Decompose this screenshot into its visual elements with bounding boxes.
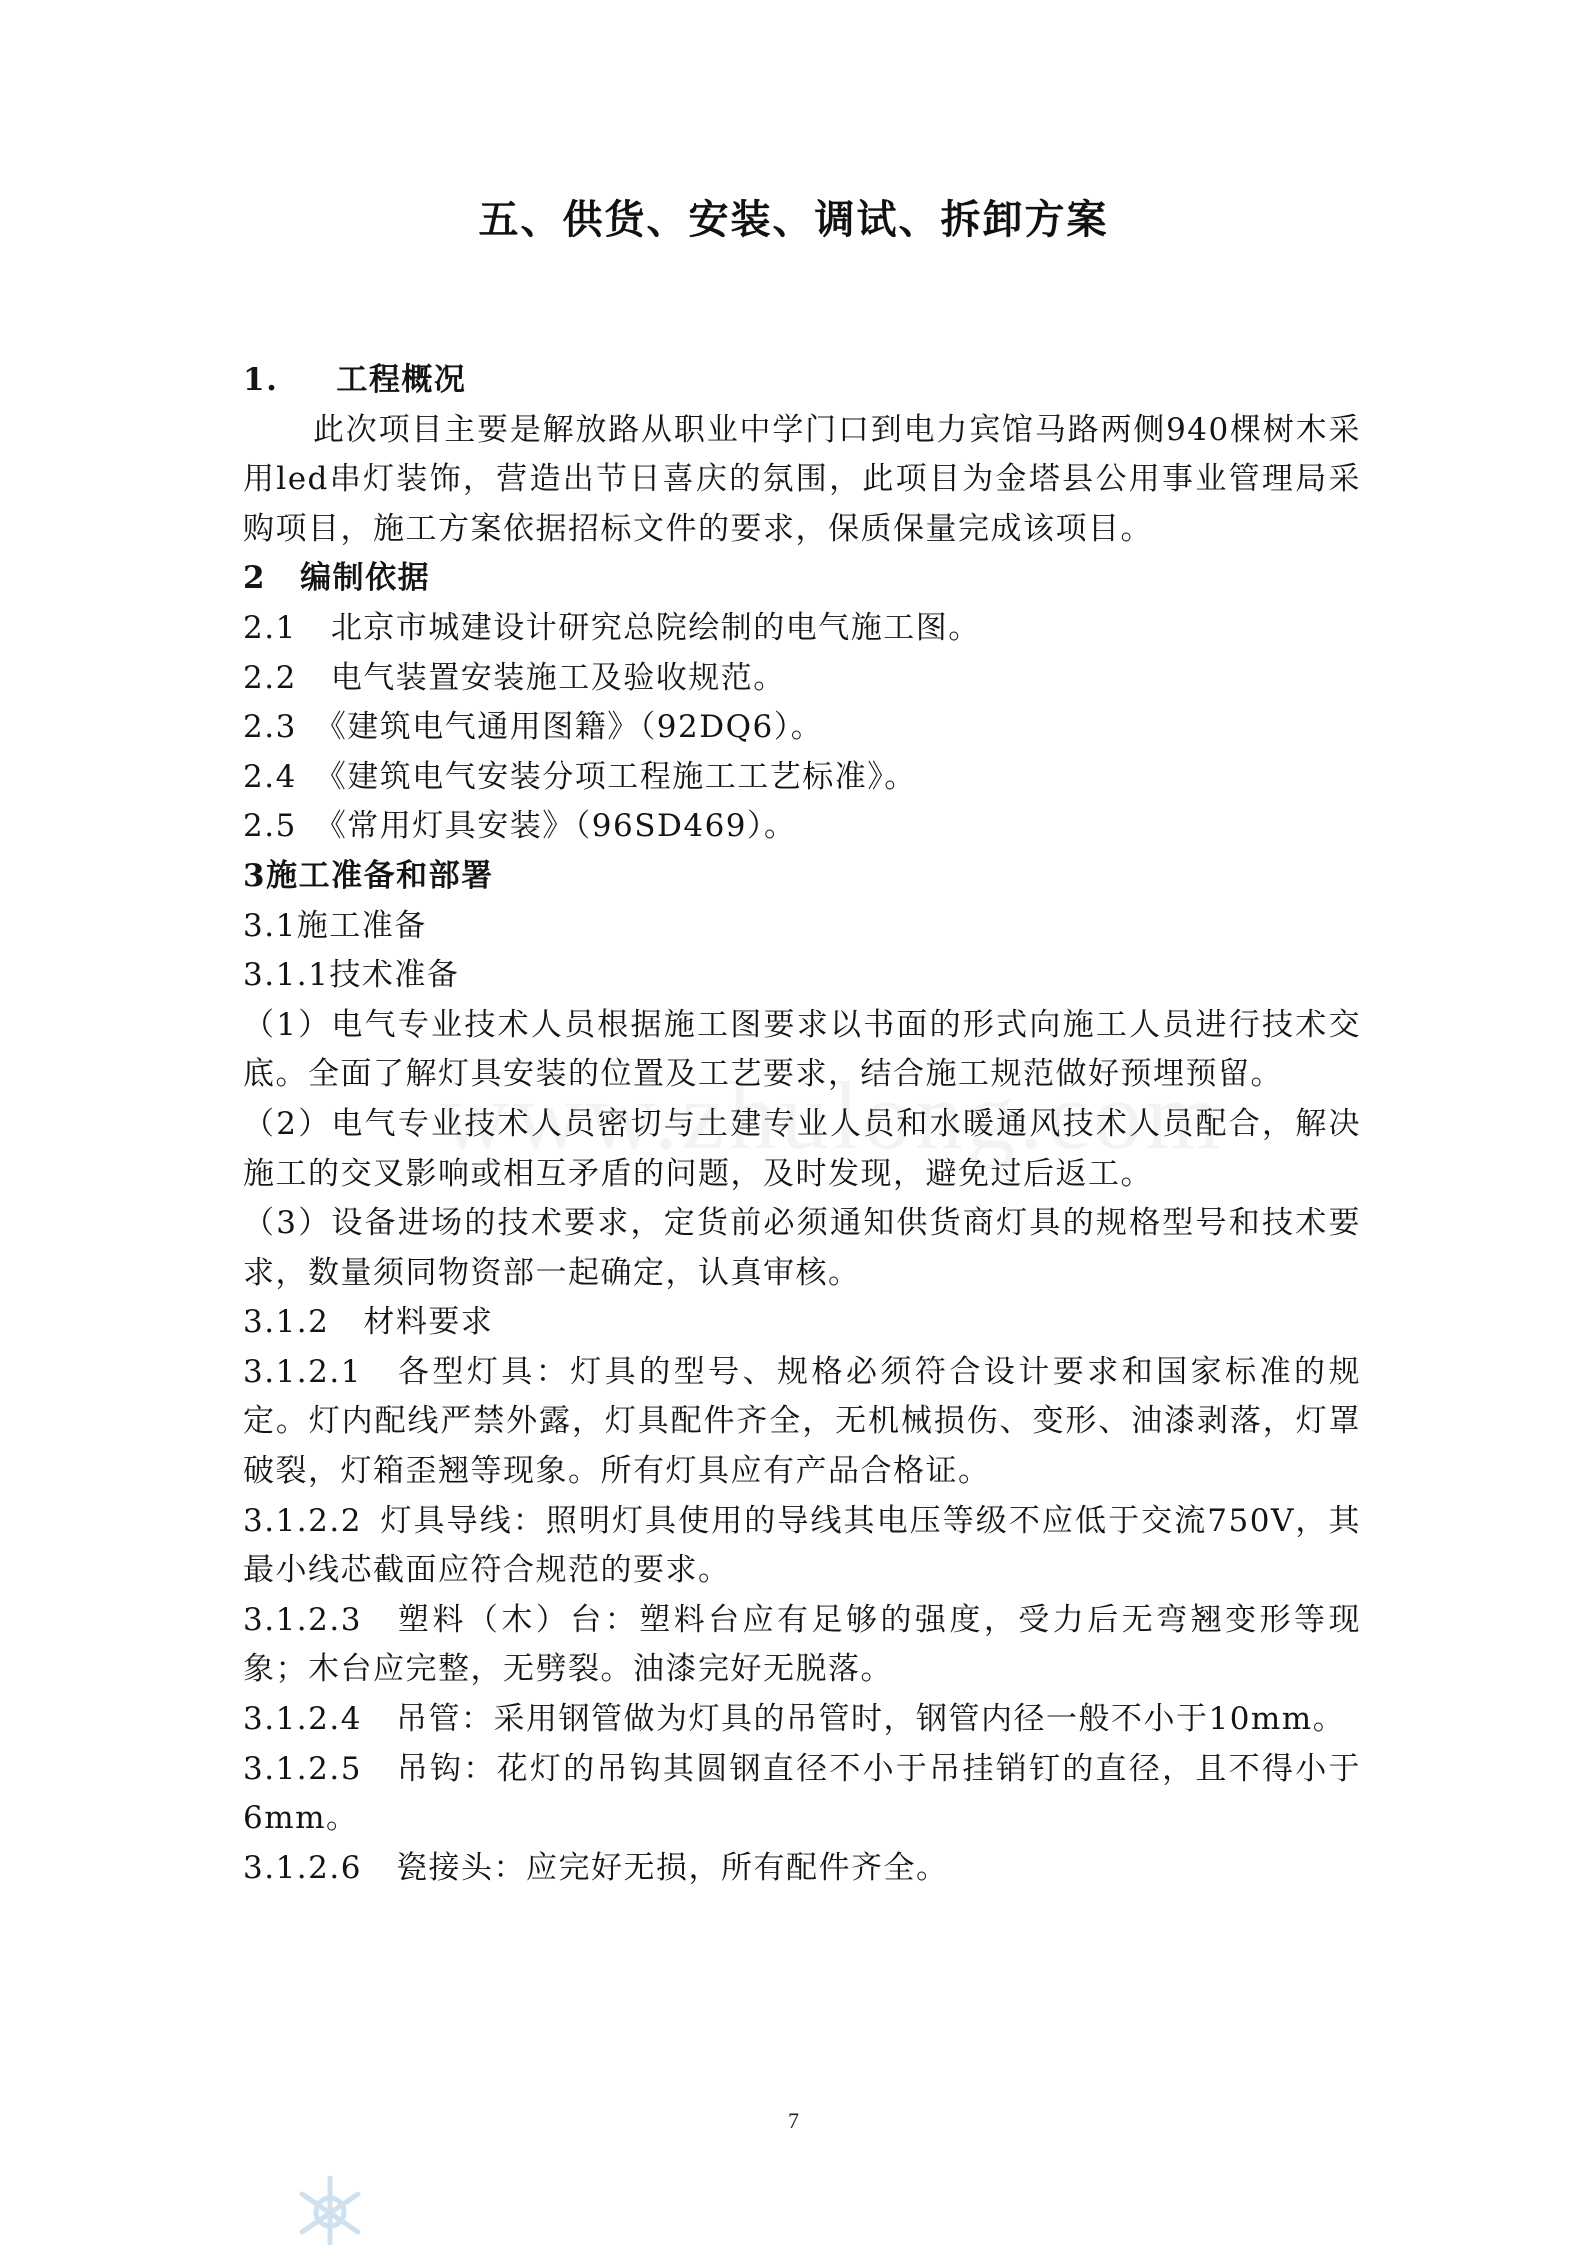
item-text: 瓷接头：应完好无损，所有配件齐全。 [395,1849,949,1886]
section-heading-1 [243,356,1361,406]
item-number: 2.2 [243,659,297,696]
document-body [243,356,1361,1893]
item-number: 3.1.2.1 [243,1353,362,1390]
item-text: 吊管：采用钢管做为灯具的吊管时，钢管内径一般不小于10mm。 [395,1701,1346,1738]
basis-item [243,703,1361,753]
basis-item [243,753,1361,803]
material-item [243,1695,1361,1745]
item-text: 《常用灯具安装》（96SD469）。 [314,808,797,845]
item-text: 《建筑电气安装分项工程施工工艺标准》。 [314,758,917,795]
material-item [243,1497,1361,1596]
item-text: 各型灯具：灯具的型号、规格必须符合设计要求和国家标准的规定。灯内配线严禁外露，灯具配件齐全，无机械损伤、变形、油漆剥落，灯罩破裂，灯箱歪翘等现象。所有灯具应有产品合格证。 [243,1353,1361,1490]
item-text: 塑料（木）台：塑料台应有足够的强度，受力后无弯翘变形等现象；木台应完整，无劈裂。油漆完好无脱落。 [243,1601,1361,1688]
item-number: 3.1.2.5 [243,1750,362,1787]
basis-item [243,802,1361,852]
item-number: 2.5 [243,808,297,845]
item-number: 3.1.2 [243,1304,330,1341]
subsection-heading: 3.1.1技术准备 [243,957,460,994]
section-number: 2 [243,560,267,597]
material-item [243,1348,1361,1497]
item-number: 2.3 [243,709,297,746]
material-item [243,1844,1361,1894]
subsection-heading [243,1298,1361,1348]
section-heading-2 [243,554,1361,604]
material-item [243,1745,1361,1844]
section-number: 1. [243,362,279,398]
section-heading-3: 3施工准备和部署 [243,857,494,894]
item-text: 吊钩：花灯的吊钩其圆钢直径不小于吊挂销钉的直径，且不得小于6mm。 [243,1750,1361,1837]
item-number: 2.4 [243,758,297,795]
item-number: 3.1.2.4 [243,1701,362,1738]
page-title: 五、供货、安装、调试、拆卸方案 [478,196,1109,243]
section-title: 编制依据 [300,560,431,597]
item-text: 《建筑电气通用图籍》（92DQ6）。 [314,709,824,746]
basis-item [243,654,1361,704]
item-text: 材料要求 [363,1304,494,1341]
item-number: 3.1.2.6 [243,1849,362,1886]
item-number: 2.1 [243,609,297,646]
tech-item: （2）电气专业技术人员密切与土建专业人员和水暖通风技术人员配合，解决施工的交叉影响或相互矛盾的问题，及时发现，避免过后返工。 [243,1105,1361,1192]
material-item [243,1596,1361,1695]
item-number: 3.1.2.2 [243,1502,362,1539]
item-text: 北京市城建设计研究总院绘制的电气施工图。 [330,609,981,646]
item-number: 3.1.2.3 [243,1601,362,1638]
tech-item: （1）电气专业技术人员根据施工图要求以书面的形式向施工人员进行技术交底。全面了解灯具安装的位置及工艺要求，结合施工规范做好预埋预留。 [243,1006,1361,1093]
subsection-heading: 3.1施工准备 [243,907,427,944]
overview-paragraph: 此次项目主要是解放路从职业中学门口到电力宾馆马路两侧940棵树木采用led串灯装饰，营造出节日喜庆的氛围，此项目为金塔县公用事业管理局采购项目，施工方案依据招标文件的要求，保质保量完成该项目。 [243,411,1361,547]
item-text: 灯具导线：照明灯具使用的导线其电压等级不应低于交流750V，其最小线芯截面应符合规范的要求。 [243,1502,1361,1589]
basis-item [243,604,1361,654]
section-title: 工程概况 [336,362,467,398]
tech-item: （3）设备进场的技术要求，定货前必须通知供货商灯具的规格型号和技术要求，数量须同物资部一起确定，认真审核。 [243,1205,1361,1291]
snowflake-logo-icon [290,2170,370,2245]
item-text: 电气装置安装施工及验收规范。 [330,659,786,696]
page-number: 7 [788,2108,799,2133]
